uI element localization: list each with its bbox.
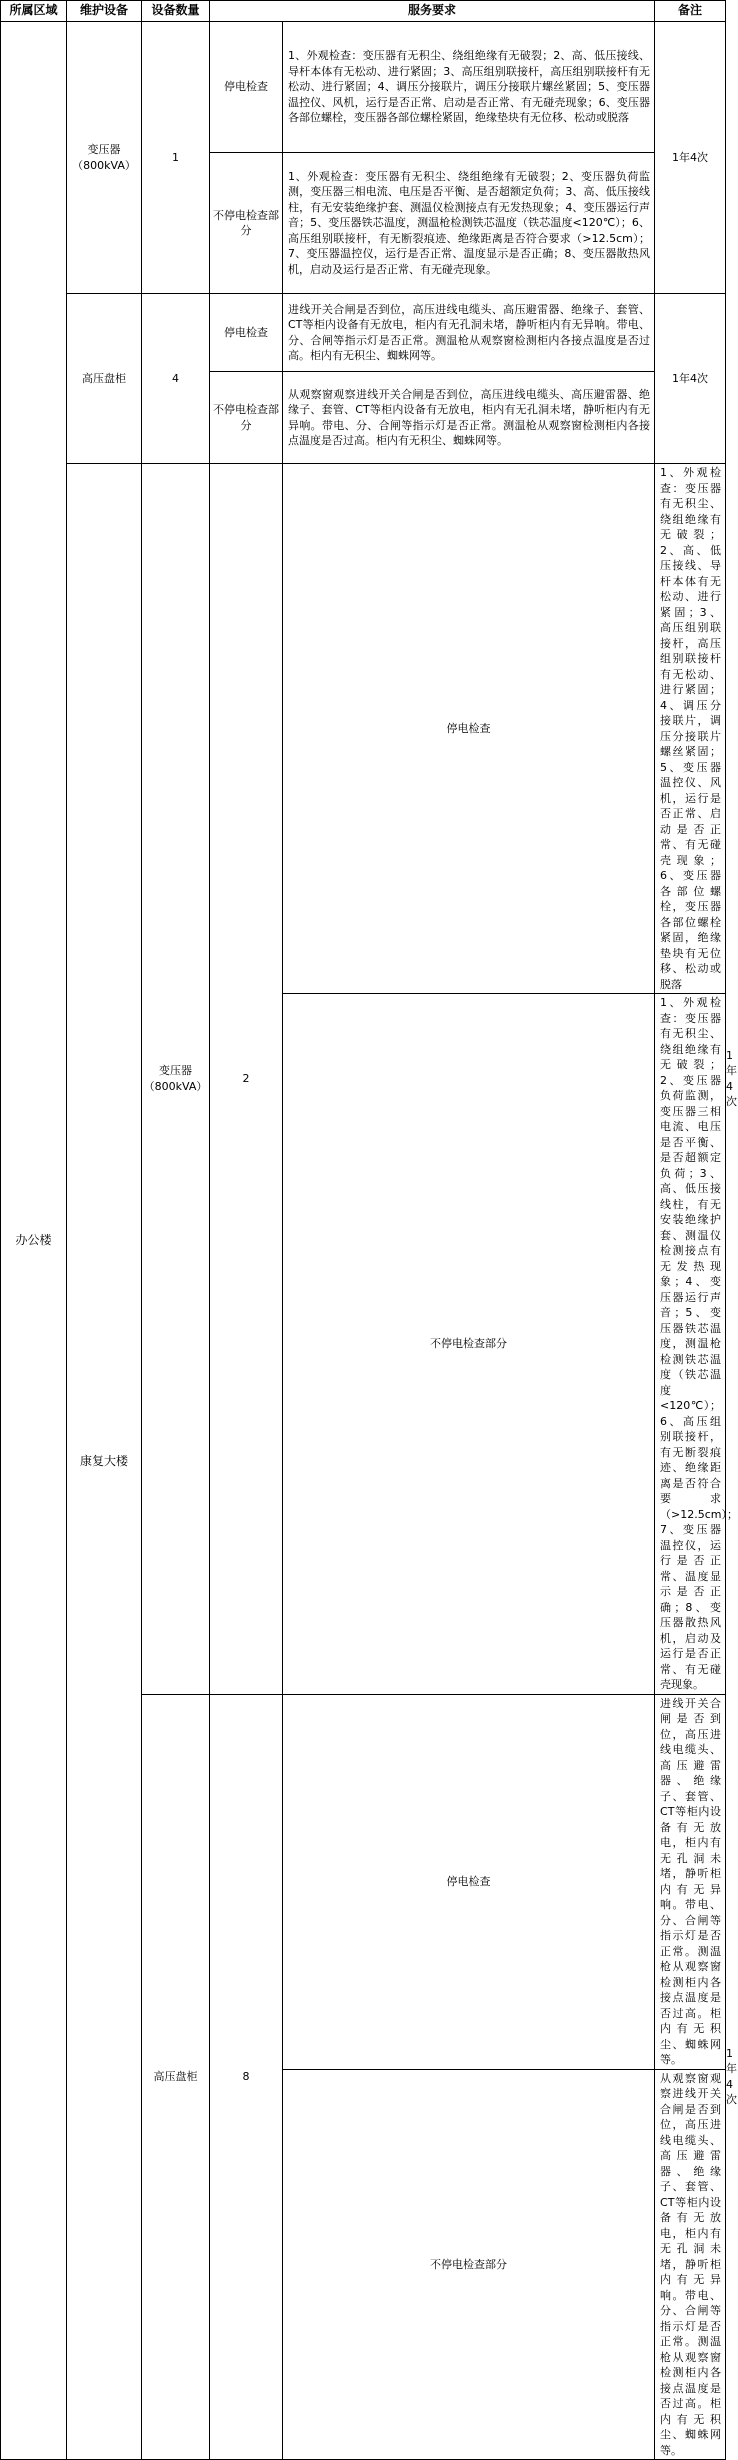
table-row: [1, 22, 726, 153]
table-row: 康复大楼 变压器 （800kVA） 2 停电检查 1、外观检查：变压器有无积尘、绕组绝缘有无破裂；2、高、低压接线、导杆本体有无松动、进行紧固；3、高压组别联接杆，高压组别联接杆有无松动、进行紧固；4、调压分接联片，调压分接联片螺丝紧固；5、变压器温控仪、风机，运行是否正常、启动是否正常、有无碰壳现象；6、变压器各部位螺栓，变压器各部位螺栓紧固，绝缘垫块有无位移、松动或脱落 1年4次: [1, 464, 726, 994]
requirement-cell: 从观察窗观察进线开关合闸是否到位，高压进线电缆头、高压避雷器、绝缘子、套管、CT等柜内设备有无放电，柜内有无孔洞未堵，静听柜内有无异响。带电、分、合闸等指示灯是否正常。测温枪从观察窗检测柜内各接点温度是否过高。柜内有无积尘、蜘蛛网等。: [655, 2069, 726, 2460]
requirement-cell: 1、外观检查：变压器有无积尘、绕组绝缘有无破裂；2、变压器负荷监测，变压器三相电流、电压是否平衡、是否超额定负荷；3、高、低压接线柱，有无安装绝缘护套、测温仪检测接点有无发热现象；4、变压器运行声音；5、变压器铁芯温度，测温枪检测铁芯温度（铁芯温度<120℃）；6、高压组别联接杆，有无断裂痕迹、绝缘距离是否符合要求（>12.5cm）；7、变压器温控仪，运行是否正常、温度显示是否正确；8、变压器散热风机，启动及运行是否正常、有无碰壳现象。: [655, 994, 726, 1695]
device-name: 高压盘柜: [82, 371, 126, 385]
requirement-cell: 1、外观检查：变压器有无积尘、绕组绝缘有无破裂；2、高、低压接线、导杆本体有无松动、进行紧固；3、高压组别联接杆，高压组别联接杆有无松动、进行紧固；4、调压分接联片，调压分接联片螺丝紧固；5、变压器温控仪、风机，运行是否正常、启动是否正常、有无碰壳现象；6、变压器各部位螺栓，变压器各部位螺栓紧固，绝缘垫块有无位移、松动或脱落: [283, 22, 655, 153]
quantity-cell: 8: [210, 1694, 283, 2460]
requirement-cell: 进线开关合闸是否到位，高压进线电缆头、高压避雷器、绝缘子、套管、CT等柜内设备有无放电，柜内有无孔洞未堵，静听柜内有无异响。带电、分、合闸等指示灯是否正常。测温枪从观察窗检测柜内各接点温度是否过高。柜内有无积尘、蜘蛛网等。: [283, 294, 655, 372]
area-cell: 办公楼: [1, 22, 67, 2460]
check-type-cell: 不停电检查部分: [283, 2069, 655, 2460]
device-cell: [67, 22, 142, 294]
check-type-cell: 停电检查: [283, 464, 655, 994]
area-cell: 康复大楼: [67, 464, 142, 2460]
quantity-cell: 4: [142, 294, 210, 464]
header-quantity: 设备数量: [142, 1, 210, 22]
header-area: 所属区域: [1, 1, 67, 22]
requirement-cell: 1、外观检查：变压器有无积尘、绕组绝缘有无破裂；2、高、低压接线、导杆本体有无松动、进行紧固；3、高压组别联接杆，高压组别联接杆有无松动、进行紧固；4、调压分接联片，调压分接联片螺丝紧固；5、变压器温控仪、风机，运行是否正常、启动是否正常、有无碰壳现象；6、变压器各部位螺栓，变压器各部位螺栓紧固，绝缘垫块有无位移、松动或脱落: [655, 464, 726, 994]
device-name: 高压盘柜: [153, 2070, 198, 2083]
requirement-cell: 从观察窗观察进线开关合闸是否到位，高压进线电缆头、高压避雷器、绝缘子、套管、CT等柜内设备有无放电，柜内有无孔洞未堵，静听柜内有无异响。带电、分、合闸等指示灯是否正常。测温枪从观察窗检测柜内各接点温度是否过高。柜内有无积尘、蜘蛛网等。: [283, 372, 655, 464]
check-type-cell: 不停电检查部分: [210, 372, 283, 464]
requirement-cell: 1、外观检查：变压器有无积尘、绕组绝缘有无破裂；2、变压器负荷监测，变压器三相电流、电压是否平衡、是否超额定负荷；3、高、低压接线柱，有无安装绝缘护套、测温仪检测接点有无发热现象；4、变压器运行声音；5、变压器铁芯温度，测温枪检测铁芯温度（铁芯温度<120℃）；6、高压组别联接杆，有无断裂痕迹、绝缘距离是否符合要求（>12.5cm）；7、变压器温控仪，运行是否正常、温度显示是否正确；8、变压器散热风机，启动及运行是否正常、有无碰壳现象。: [283, 153, 655, 294]
device-cell: [142, 1694, 210, 2460]
check-type-cell: 不停电检查部分: [210, 153, 283, 294]
header-row: [1, 1, 726, 22]
quantity-cell: 1: [142, 22, 210, 294]
header-service-requirements: 服务要求: [210, 1, 655, 22]
device-spec: （800kVA）: [72, 158, 136, 172]
check-type-cell: 停电检查: [210, 22, 283, 153]
device-cell: [142, 464, 210, 1695]
quantity-cell: 2: [210, 464, 283, 1695]
device-name: 变压器: [87, 143, 121, 156]
table-row: [1, 294, 726, 372]
header-device: 维护设备: [67, 1, 142, 22]
requirement-cell: 进线开关合闸是否到位，高压进线电缆头、高压避雷器、绝缘子、套管、CT等柜内设备有无放电，柜内有无孔洞未堵，静听柜内有无异响。带电、分、合闸等指示灯是否正常。测温枪从观察窗检测柜内各接点温度是否过高。柜内有无积尘、蜘蛛网等。: [655, 1694, 726, 2069]
device-cell: [67, 294, 142, 464]
note-cell: 1年4次: [655, 22, 726, 294]
header-note: 备注: [655, 1, 726, 22]
table-row: 高压盘柜 8 停电检查 进线开关合闸是否到位，高压进线电缆头、高压避雷器、绝缘子、套管、CT等柜内设备有无放电，柜内有无孔洞未堵，静听柜内有无异响。带电、分、合闸等指示灯是否正常。测温枪从观察窗检测柜内各接点温度是否过高。柜内有无积尘、蜘蛛网等。 1年4次: [1, 1694, 726, 2069]
check-type-cell: 停电检查: [283, 1694, 655, 2069]
device-name: 变压器: [159, 1064, 192, 1078]
check-type-cell: 停电检查: [210, 294, 283, 372]
check-type-cell: 不停电检查部分: [283, 994, 655, 1695]
note-cell: 1年4次: [655, 294, 726, 464]
device-spec: （800kVA）: [143, 1079, 208, 1093]
